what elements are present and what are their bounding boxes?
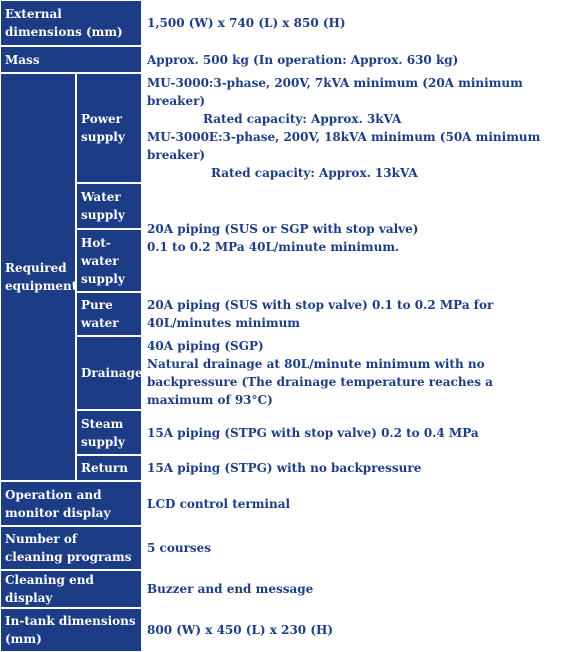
steam-supply-value: 15A piping (STPG with stop valve) 0.2 to 0.4 MPa <box>142 410 566 455</box>
hot-water-supply-label: Hot-water supply <box>76 229 142 292</box>
return-label: Return <box>76 455 142 481</box>
drainage-value <box>142 336 566 410</box>
cleaning-end-display-label: Cleaning end display <box>0 570 142 608</box>
drainage-label: Drainage <box>76 336 142 410</box>
mass-label: Mass <box>0 46 142 73</box>
power-supply-line-1: MU-3000:3-phase, 200V, 7kVA minimum (20A minimum breaker) <box>147 76 523 108</box>
operation-display-value: LCD control terminal <box>142 481 566 526</box>
in-tank-dimensions-label: In-tank dimensions (mm) <box>0 608 142 652</box>
cleaning-programs-value: 5 courses <box>142 526 566 570</box>
table-row <box>0 410 566 455</box>
table-row <box>0 526 566 570</box>
table-row <box>0 481 566 526</box>
drainage-line-1: 40A piping (SGP) <box>147 339 264 353</box>
cleaning-end-display-value: Buzzer and end message <box>142 570 566 608</box>
table-row <box>0 336 566 410</box>
in-tank-dimensions-value: 800 (W) x 450 (L) x 230 (H) <box>142 608 566 652</box>
drainage-line-2: Natural drainage at 80L/minute minimum with no backpressure (The drainage temperature reaches a maximum of 93°C) <box>147 357 493 407</box>
table-row <box>0 455 566 481</box>
external-dimensions-value: 1,500 (W) x 740 (L) x 850 (H) <box>142 0 566 46</box>
power-supply-value <box>142 73 566 183</box>
pure-water-label: Pure water <box>76 292 142 336</box>
table-row <box>0 46 566 73</box>
water-supply-value <box>142 183 566 292</box>
water-supply-line-1: 20A piping (SUS or SGP with stop valve) <box>147 221 419 236</box>
external-dimensions-label: External dimensions (mm) <box>0 0 142 46</box>
power-supply-line-3: MU-3000E:3-phase, 200V, 18kVA minimum (50A minimum breaker) <box>147 130 541 162</box>
operation-display-label: Operation and monitor display <box>0 481 142 526</box>
water-supply-label: Water supply <box>76 183 142 229</box>
power-supply-line-4: Rated capacity: Approx. 13kVA <box>211 166 418 180</box>
steam-supply-label: Steam supply <box>76 410 142 455</box>
required-equipment-label: Required equipment <box>0 73 76 481</box>
table-row <box>0 570 566 608</box>
water-supply-line-2: 0.1 to 0.2 MPa 40L/minute minimum. <box>147 239 400 254</box>
table-row <box>0 183 566 229</box>
table-row <box>0 608 566 652</box>
power-supply-line-2: Rated capacity: Approx. 3kVA <box>203 112 402 126</box>
return-value: 15A piping (STPG) with no backpressure <box>142 455 566 481</box>
mass-value: Approx. 500 kg (In operation: Approx. 630 kg) <box>142 46 566 73</box>
table-row <box>0 73 566 183</box>
power-supply-label: Power supply <box>76 73 142 183</box>
table-row <box>0 0 566 46</box>
table-row <box>0 292 566 336</box>
cleaning-programs-label: Number of cleaning programs <box>0 526 142 570</box>
pure-water-value: 20A piping (SUS with stop valve) 0.1 to 0.2 MPa for 40L/minutes minimum <box>142 292 566 336</box>
